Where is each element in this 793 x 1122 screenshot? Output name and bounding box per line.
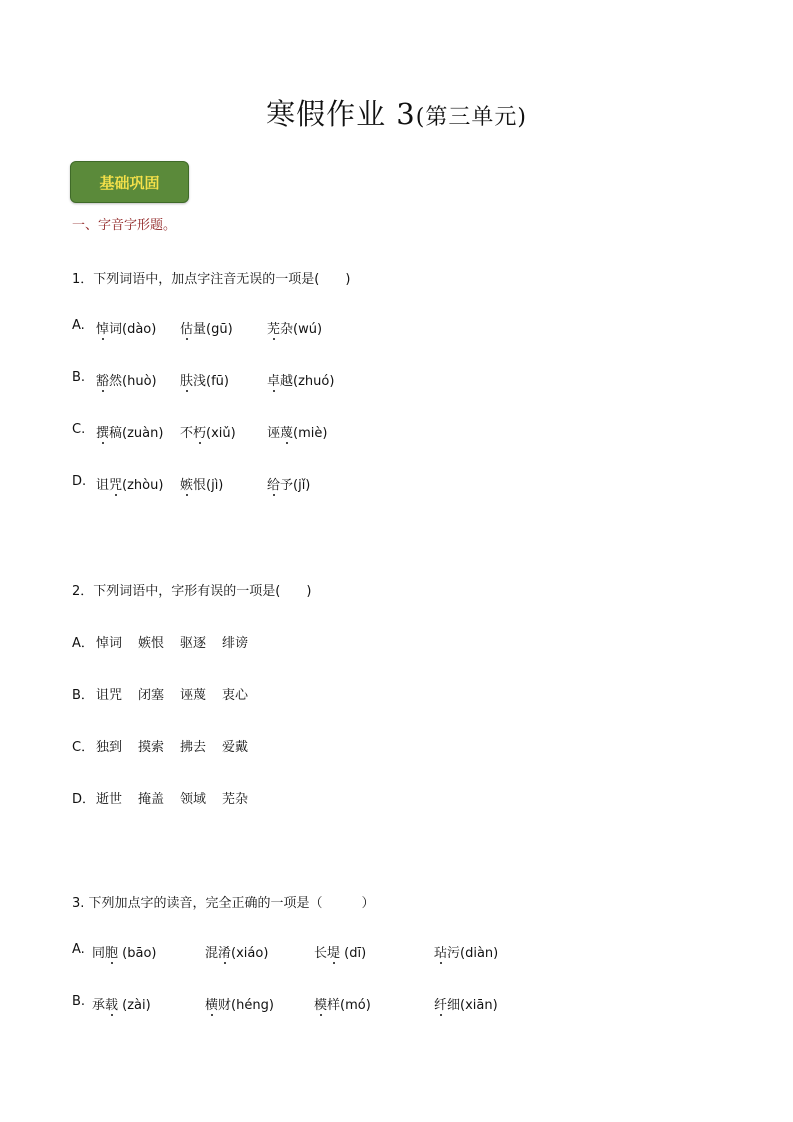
- option-row: [72, 318, 323, 337]
- option-word: 独到: [96, 740, 123, 755]
- title-sub: (第三单元): [415, 105, 527, 130]
- word-text: 不: [180, 426, 194, 441]
- section-heading: 一、字音字形题。: [72, 218, 177, 233]
- option-word: 闭塞: [138, 688, 165, 703]
- option-label: A.: [72, 942, 85, 957]
- section-badge: 基础巩固: [70, 161, 189, 203]
- dotted-character: 估: [180, 318, 193, 337]
- word-text: 细(xiān): [447, 998, 498, 1013]
- word-text: (xiáo): [231, 946, 269, 961]
- option-word: [92, 994, 151, 1013]
- dotted-character: 纤: [434, 994, 447, 1013]
- option-word: [267, 474, 310, 493]
- word-text: (zài): [118, 998, 151, 1013]
- word-text: 诅: [96, 478, 110, 493]
- word-text: 越(zhuó): [280, 374, 335, 389]
- option-row: [72, 632, 249, 651]
- option-word: [96, 422, 163, 441]
- dotted-character: 玷: [434, 942, 447, 961]
- option-word: 悼词: [96, 636, 123, 651]
- option-word: [267, 422, 327, 441]
- option-row: [72, 474, 311, 493]
- option-word: [205, 994, 274, 1013]
- word-text: 财(héng): [218, 998, 274, 1013]
- option-row: [72, 788, 249, 807]
- option-word: [267, 370, 334, 389]
- word-text: 样(mó): [327, 998, 371, 1013]
- option-label: A.: [72, 318, 85, 333]
- word-text: 恨(jì): [193, 478, 224, 493]
- dotted-character: 朽: [193, 422, 206, 441]
- dotted-character: 撰: [96, 422, 109, 441]
- word-text: (dī): [340, 946, 367, 961]
- option-word: [180, 474, 223, 493]
- word-text: 污(diàn): [447, 946, 499, 961]
- option-word: [267, 318, 322, 337]
- page-title: [0, 92, 793, 133]
- option-word: 拂去: [180, 740, 207, 755]
- option-row: [72, 994, 498, 1013]
- word-text: (bāo): [118, 946, 157, 961]
- dotted-character: 悼: [96, 318, 109, 337]
- option-row: [72, 736, 249, 755]
- option-word: [205, 942, 268, 961]
- option-word: [180, 370, 229, 389]
- dotted-character: 咒: [109, 474, 122, 493]
- option-row: [72, 422, 328, 441]
- word-text: 然(huò): [109, 374, 157, 389]
- word-text: 杂(wú): [280, 322, 323, 337]
- dotted-character: 芜: [267, 318, 280, 337]
- option-label: D．: [72, 792, 96, 807]
- option-word: [434, 994, 498, 1013]
- option-row: [72, 370, 335, 389]
- option-word: [180, 318, 233, 337]
- dotted-character: 横: [205, 994, 218, 1013]
- dotted-character: 肤: [180, 370, 193, 389]
- option-word: [314, 942, 366, 961]
- option-word: 诅咒: [96, 688, 123, 703]
- word-text: 予(jǐ): [280, 478, 311, 493]
- option-word: 诬蔑: [180, 688, 207, 703]
- question-3-stem: 3. 下列加点字的读音，完全正确的一项是（ ）: [72, 896, 375, 911]
- option-row: [72, 942, 499, 961]
- dotted-character: 淆: [218, 942, 231, 961]
- option-label: B.: [72, 994, 86, 1009]
- option-label: A．: [72, 636, 94, 651]
- option-label: B．: [72, 688, 94, 703]
- word-text: 承: [92, 998, 106, 1013]
- word-text: 浅(fū): [193, 374, 229, 389]
- word-text: 词(dào): [109, 322, 157, 337]
- option-word: 摸索: [138, 740, 165, 755]
- word-text: (miè): [293, 426, 328, 441]
- dotted-character: 载: [105, 994, 118, 1013]
- dotted-character: 模: [314, 994, 327, 1013]
- option-row: [72, 684, 249, 703]
- word-text: 同: [92, 946, 106, 961]
- dotted-character: 豁: [96, 370, 109, 389]
- word-text: 混: [205, 946, 219, 961]
- word-text: 长: [314, 946, 328, 961]
- option-label: C.: [72, 422, 86, 437]
- word-text: 稿(zuàn): [109, 426, 164, 441]
- option-word: 绯谤: [222, 636, 249, 651]
- dotted-character: 卓: [267, 370, 280, 389]
- question-1-stem: 1．下列词语中，加点字注音无误的一项是( ): [72, 272, 351, 287]
- word-text: (xiǔ): [206, 426, 236, 441]
- option-word: [314, 994, 371, 1013]
- option-word: 嫉恨: [138, 636, 165, 651]
- option-label: C．: [72, 740, 95, 755]
- option-label: B.: [72, 370, 86, 385]
- option-word: 爱戴: [222, 740, 249, 755]
- dotted-character: 嫉: [180, 474, 193, 493]
- option-word: [92, 942, 156, 961]
- option-word: 领域: [180, 792, 207, 807]
- word-text: 量(gū): [193, 322, 233, 337]
- option-word: 驱逐: [180, 636, 207, 651]
- option-word: [180, 422, 236, 441]
- dotted-character: 堤: [327, 942, 340, 961]
- question-2-stem: 2．下列词语中，字形有误的一项是( ): [72, 584, 312, 599]
- option-word: [96, 318, 156, 337]
- word-text: (zhòu): [122, 478, 164, 493]
- option-word: [96, 474, 163, 493]
- dotted-character: 胞: [105, 942, 118, 961]
- dotted-character: 给: [267, 474, 280, 493]
- option-word: [434, 942, 498, 961]
- dotted-character: 蔑: [280, 422, 293, 441]
- option-word: 芜杂: [222, 792, 249, 807]
- option-word: 掩盖: [138, 792, 165, 807]
- word-text: 诬: [267, 426, 281, 441]
- title-main: 寒假作业 3: [266, 97, 416, 131]
- option-word: 逝世: [96, 792, 123, 807]
- option-word: 衷心: [222, 688, 249, 703]
- option-word: [96, 370, 157, 389]
- option-label: D.: [72, 474, 87, 489]
